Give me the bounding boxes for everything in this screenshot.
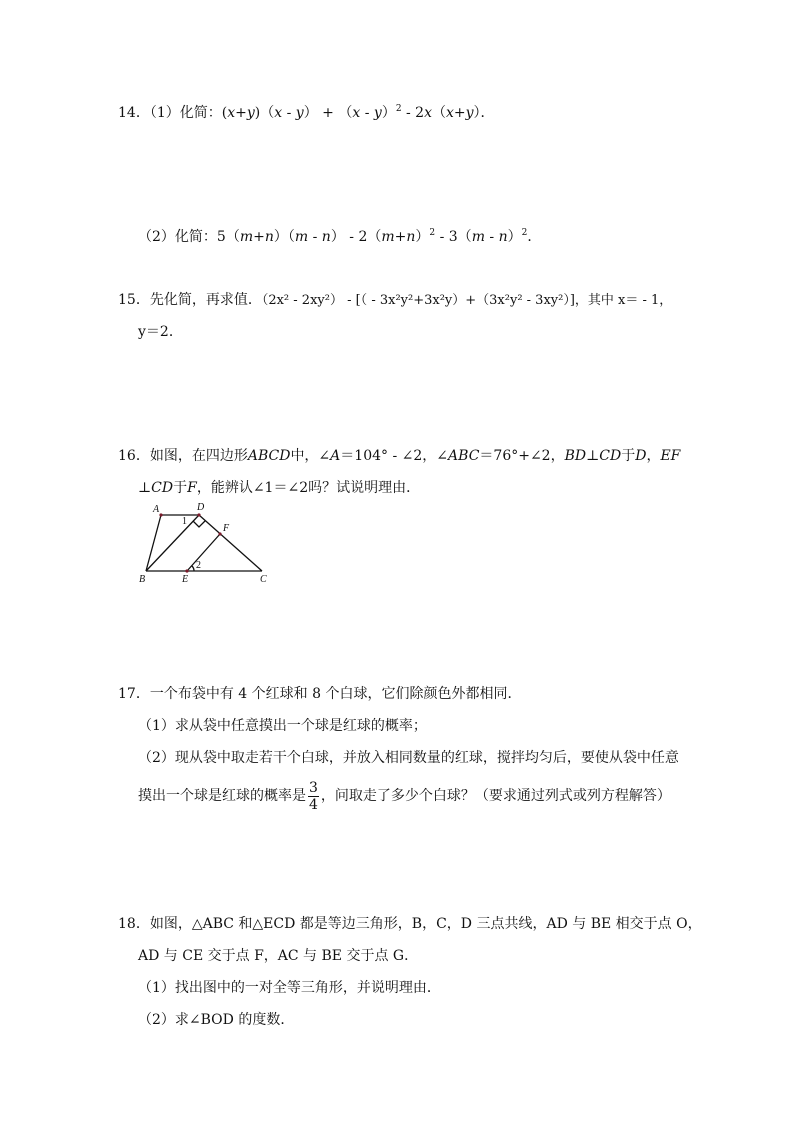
- q16-line2: [138, 478, 420, 498]
- point-a-dot: [159, 513, 162, 516]
- q15-expression: （2x² - 2xy²） - [（ - 3x²y²+3x²y）+（3x²y² - 3xy²）]，其中 x＝ - 1，: [261, 293, 673, 308]
- q18-line2: [138, 946, 418, 966]
- q18-line1: [118, 914, 702, 934]
- q16-number: 16．: [118, 448, 150, 464]
- q17-part1: [138, 716, 427, 736]
- point-f-dot: [218, 532, 221, 535]
- q16-text: ⊥: [138, 480, 152, 496]
- q15-condition: y＝2．: [138, 324, 183, 340]
- q16-text: CD: [151, 480, 174, 496]
- label-b: B: [139, 574, 146, 585]
- q17-part2-text: （2）现从袋中取走若干个白球，并放入相同数量的红球，搅拌均匀后，要使从袋中任意: [138, 750, 679, 766]
- right-angle-mark: [193, 521, 205, 527]
- q18-part2: [138, 1010, 294, 1030]
- q16-text: 如图，在四边形: [149, 448, 248, 464]
- q14-part1-label: （1）化简：: [149, 105, 222, 121]
- label-angle-1: 1: [182, 516, 187, 527]
- q18-part2-text: （2）求∠BOD 的度数．: [138, 1012, 295, 1028]
- q16-text: BD: [564, 448, 587, 464]
- q14-part1-line: [118, 103, 495, 123]
- q17-number: 17．: [118, 686, 150, 702]
- q18-statement-cont: AD 与 CE 交于点 F，AC 与 BE 交于点 G．: [138, 948, 419, 964]
- q15-line2: [138, 322, 183, 342]
- q16-line1: [118, 446, 680, 466]
- label-a: A: [153, 504, 160, 515]
- q17-part1-text: （1）求从袋中任意摸出一个球是红球的概率；: [138, 718, 427, 734]
- q15-prompt: 先化简，再求值．: [149, 292, 262, 308]
- q14-part2-label: （2）化简：: [138, 229, 217, 245]
- angle-2-arc: [192, 566, 194, 571]
- q17-line1: [118, 684, 521, 704]
- q16-text: A: [330, 448, 341, 464]
- q16-text: ＝76°+∠2，: [479, 448, 565, 464]
- q16-text: ＝104° - ∠2，∠: [340, 448, 449, 464]
- q18-part1: [138, 978, 441, 998]
- q14-part2-expression: $5(m+n)(m - n) - 2(m+n)^2 - 3(m - n)^2$．: [216, 228, 542, 245]
- q17-part2-line1: [138, 748, 679, 768]
- q16-text: F: [187, 480, 197, 496]
- q15-number: 15．: [118, 292, 150, 308]
- q14-number: 14．: [118, 105, 150, 121]
- point-d-dot: [197, 513, 200, 516]
- q16-text: CD: [599, 448, 622, 464]
- q18-number: 18．: [118, 916, 150, 932]
- label-angle-2: 2: [196, 560, 201, 571]
- fraction-numerator: 3: [309, 779, 318, 796]
- q16-text: 于: [173, 480, 188, 496]
- q16-text: D: [635, 448, 647, 464]
- segment-ef: [187, 534, 220, 571]
- q18-part1-text: （1）找出图中的一对全等三角形，并说明理由．: [138, 980, 441, 996]
- label-f: F: [223, 523, 230, 534]
- q17-part2-text: ，问取走了多少个白球？（要求通过列式或列方程解答）: [320, 788, 671, 804]
- q16-text: 中，∠: [290, 448, 331, 464]
- label-e: E: [182, 574, 189, 585]
- q16-text: ⊥: [586, 448, 600, 464]
- q16-text: ，能辨认∠1＝∠2吗？试说明理由．: [196, 480, 421, 496]
- q16-text: EF: [660, 448, 681, 464]
- q17-part2-line2: [138, 779, 671, 813]
- q16-text: ABC: [448, 448, 480, 464]
- segment-dc: [199, 515, 262, 571]
- point-e-dot: [185, 569, 188, 572]
- q16-quadrilateral-figure: [133, 500, 278, 590]
- q17-statement: 一个布袋中有 4 个红球和 8 个白球，它们除颜色外都相同．: [149, 686, 522, 702]
- q17-part2-text: 摸出一个球是红球的概率是: [138, 788, 306, 804]
- q15-line1: [118, 290, 672, 311]
- q14-part2-line: [138, 227, 541, 247]
- q18-statement: 如图，△ABC 和△ECD 都是等边三角形，B，C，D 三点共线，AD 与 BE 相交于点 O，: [149, 916, 702, 932]
- q14-part1-expression: (x+y)（x - y） + （x - y）$^2$ - 2x（x+y）．: [221, 104, 495, 121]
- q16-text: ABCD: [247, 448, 291, 464]
- q16-text: ，: [646, 448, 661, 464]
- probability-fraction: [308, 780, 319, 813]
- fraction-denominator: 4: [309, 796, 318, 813]
- q16-text: 于: [621, 448, 636, 464]
- label-c: C: [260, 574, 267, 585]
- label-d: D: [197, 502, 205, 513]
